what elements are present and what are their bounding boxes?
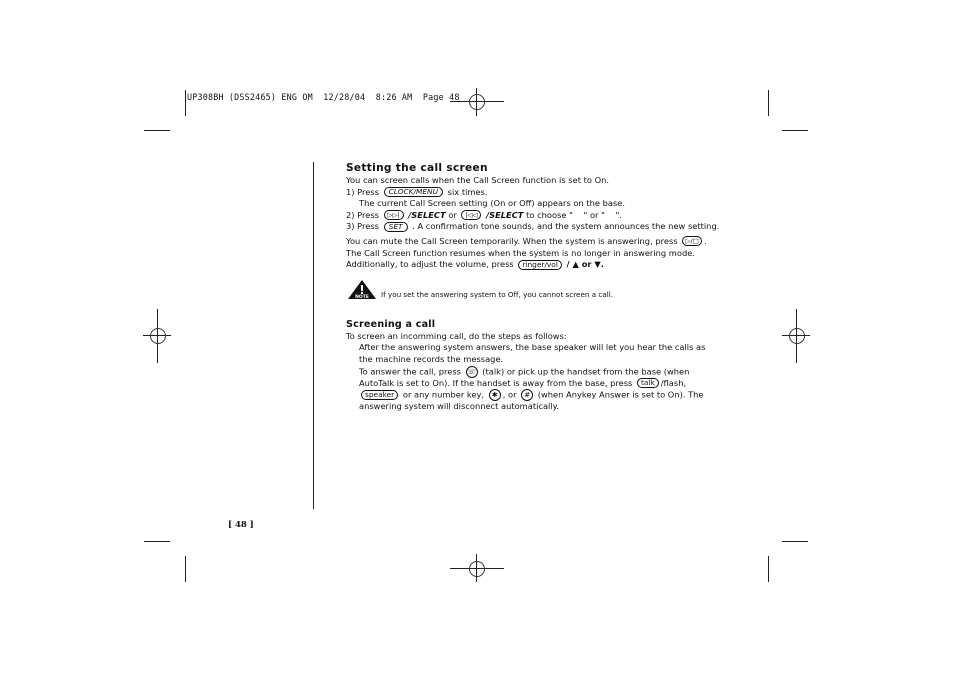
volume-paragraph: Additionally, to adjust the volume, press ringer/vol / ▲ or ▼.	[346, 259, 604, 270]
crop-mark	[768, 556, 769, 582]
pound-key-icon: #	[521, 389, 533, 401]
paragraph: speaker or any number key, ✱ , or # (when Anykey Answer is set to On). The	[346, 389, 746, 401]
mute-paragraph: You can mute the Call Screen temporarily. When the system is answering, press ▷/□ .	[346, 235, 707, 246]
section-title: Screening a call	[346, 318, 436, 330]
crop-mark	[185, 556, 186, 582]
registration-circle	[789, 328, 805, 344]
paragraph: the machine records the message.	[359, 353, 504, 364]
crop-mark	[768, 90, 769, 116]
step-2: 2) Press ▷▷| /SELECT or |◁◁ /SELECT to choose " " or " ".	[346, 209, 622, 220]
clock-menu-key: CLOCK/MENU	[384, 187, 443, 197]
note-label: NOTE	[355, 295, 369, 300]
section-title: Setting the call screen	[346, 162, 488, 174]
page-number: [ 48 ]	[228, 520, 254, 530]
crop-mark	[144, 130, 170, 131]
speaker-key: speaker	[361, 390, 398, 400]
section-intro: You can screen calls when the Call Screen function is set to On.	[346, 175, 610, 185]
paragraph: answering system will disconnect automatically.	[359, 401, 560, 412]
section-intro: To screen an incomming call, do the steps as follows:	[346, 330, 567, 341]
page-divider	[313, 162, 314, 509]
registration-circle	[469, 561, 485, 577]
play-stop-icon: ▷/□	[682, 236, 702, 246]
step-1-detail: The current Call Screen setting (On or Off) appears on the base.	[359, 198, 626, 209]
set-key: SET	[384, 222, 408, 232]
talk-key: talk	[637, 378, 659, 388]
ringer-vol-key: ringer/vol	[518, 260, 562, 270]
crop-mark	[782, 130, 808, 131]
note-text: If you set the answering system to Off, you cannot screen a call.	[381, 290, 614, 299]
paragraph: AutoTalk is set to On). If the handset is away from the base, press talk /flash,	[359, 377, 687, 388]
registration-circle	[150, 328, 166, 344]
talk-icon: ☏	[467, 367, 477, 376]
resume-paragraph: The Call Screen function resumes when the system is no longer in answering mode.	[346, 247, 695, 258]
print-header: UP308BH (DSS2465) ENG OM 12/28/04 8:26 AM Page 48	[187, 92, 460, 102]
paragraph: To answer the call, press ☏ (talk) or pick up the handset from the base (when	[359, 366, 690, 377]
paragraph: After the answering system answers, the base speaker will let you hear the calls as	[359, 342, 706, 353]
crop-mark	[185, 90, 186, 116]
note-icon	[347, 279, 377, 305]
main-content	[346, 161, 746, 413]
step-3: 3) Press SET . A confirmation tone sounds, and the system announces the new setting.	[346, 221, 720, 232]
crop-mark	[144, 541, 170, 542]
skip-forward-icon: ▷▷|	[384, 210, 404, 220]
registration-circle	[469, 94, 485, 110]
crop-mark	[782, 541, 808, 542]
skip-back-icon: |◁◁	[461, 210, 481, 220]
step-1: 1) Press CLOCK/MENU six times.	[346, 186, 488, 197]
star-key-icon: ✱	[489, 389, 501, 401]
